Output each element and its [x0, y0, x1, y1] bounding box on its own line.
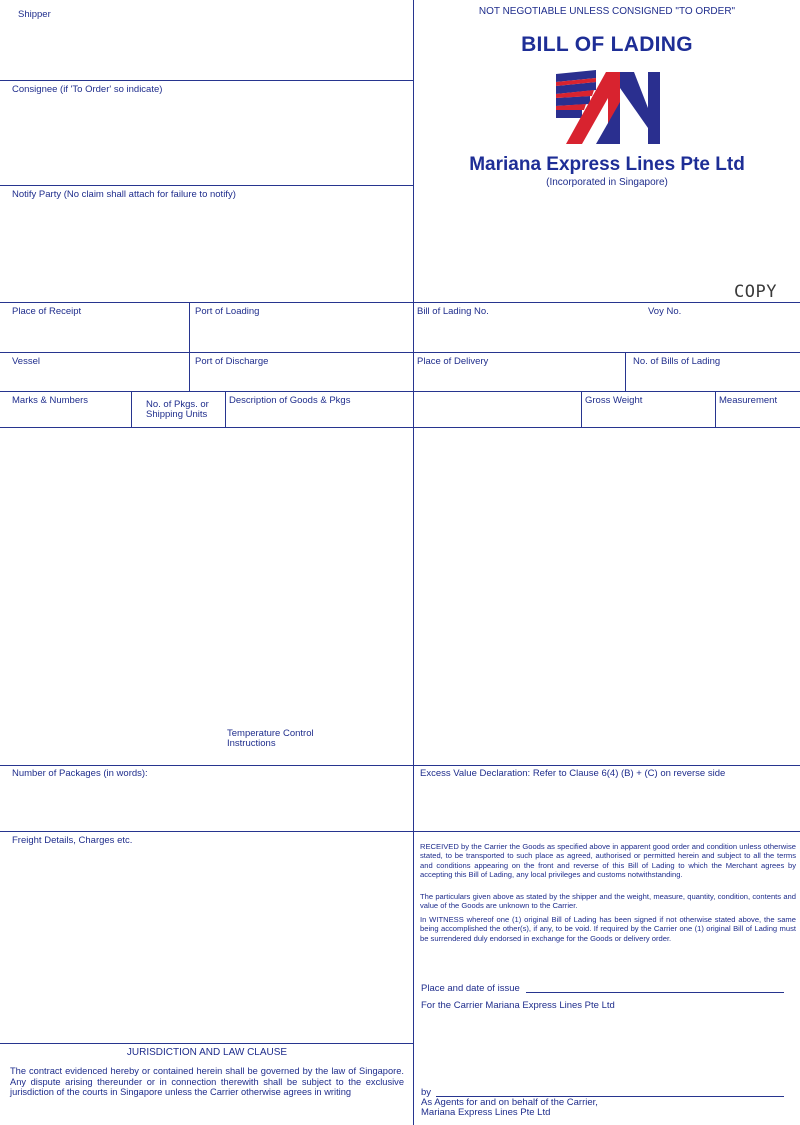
- freight-details-label: Freight Details, Charges etc.: [12, 835, 133, 846]
- agents-label-line1: As Agents for and on behalf of the Carrier,: [421, 1097, 598, 1108]
- jurisdiction-title: JURISDICTION AND LAW CLAUSE: [126, 1047, 288, 1058]
- incorporation-note: (Incorporated in Singapore): [546, 177, 668, 188]
- port-of-discharge-label: Port of Discharge: [195, 356, 269, 367]
- cargo-col-4: [715, 391, 716, 427]
- temperature-label-line2: Instructions: [227, 738, 276, 749]
- vessel-label: Vessel: [12, 356, 40, 367]
- temperature-label-line1: Temperature Control: [227, 728, 314, 739]
- excess-value-label: Excess Value Declaration: Refer to Clause 6(4) (B) + (C) on reverse side: [420, 768, 726, 779]
- document-title: BILL OF LADING: [521, 33, 693, 56]
- routing-mid-line: [0, 352, 800, 353]
- terms-received: RECEIVED by the Carrier the Goods as specified above in apparent good order and condition unless otherwise stated, to be transported to such place as agreed, authorised or permitted herein and subject to all the terms and conditions appearing on the front and reverse of this Bill of Lading to which the Merchant agrees by accepting this Bill of Lading, any local privileges and customs notwithstanding.: [420, 842, 796, 880]
- cargo-header-top-line: [0, 391, 800, 392]
- routing-top-line: [0, 302, 800, 303]
- center-divider-bottom: [413, 765, 414, 1125]
- cargo-header-bottom-line: [0, 427, 800, 428]
- by-label: by: [421, 1087, 432, 1098]
- jurisdiction-text: The contract evidenced hereby or contained herein shall be governed by the law of Singapore. Any dispute arising thereunder or in connection therewith shall be subject to the exclusive jurisdiction of the courts in Singapore unless the Carrier otherwise agrees in writing: [10, 1066, 404, 1098]
- freight-top-line: [0, 831, 800, 832]
- for-carrier-label: For the Carrier Mariana Express Lines Pte Ltd: [421, 1000, 615, 1011]
- port-of-loading-label: Port of Loading: [195, 306, 260, 317]
- negotiable-banner: NOT NEGOTIABLE UNLESS CONSIGNED "TO ORDER": [478, 6, 736, 17]
- jurisdiction-top-line: [0, 1043, 413, 1044]
- cargo-col-3: [581, 391, 582, 427]
- number-of-packages-label: Number of Packages (in words):: [12, 768, 148, 779]
- description-label: Description of Goods & Pkgs: [229, 395, 351, 406]
- terms-witness: In WITNESS whereof one (1) original Bill of Lading has been signed if not otherwise stated above, the same being accomplished the other(s), if any, to be void. If required by the Carrier one (1) original Bill of Lading must be surrendered duly endorsed in exchange for the Goods or delivery order.: [420, 915, 796, 943]
- cargo-col-1: [131, 391, 132, 427]
- cargo-col-2: [225, 391, 226, 427]
- pkgs-label-line2: Shipping Units: [146, 409, 208, 420]
- agents-label-line2: Mariana Express Lines Pte Ltd: [421, 1107, 551, 1118]
- place-of-receipt-label: Place of Receipt: [12, 306, 82, 317]
- shipper-label: Shipper: [18, 9, 51, 20]
- notify-party-label: Notify Party (No claim shall attach for failure to notify): [12, 189, 236, 200]
- gross-weight-label: Gross Weight: [585, 395, 643, 406]
- routing-col-3: [625, 352, 626, 391]
- shipper-bottom-line: [0, 80, 413, 81]
- bill-of-lading-no-label: Bill of Lading No.: [417, 306, 489, 317]
- consignee-bottom-line: [0, 185, 413, 186]
- copy-stamp: COPY: [734, 282, 777, 302]
- center-divider-top: [413, 0, 414, 765]
- measurement-label: Measurement: [719, 395, 778, 406]
- no-of-bills-label: No. of Bills of Lading: [633, 356, 721, 367]
- pkgs-label-line1: No. of Pkgs. or: [146, 399, 209, 410]
- packages-top-line: [0, 765, 800, 766]
- consignee-label: Consignee (if 'To Order' so indicate): [12, 84, 163, 95]
- company-logo: [556, 68, 660, 146]
- place-of-delivery-label: Place of Delivery: [417, 356, 489, 367]
- marks-numbers-label: Marks & Numbers: [12, 395, 89, 406]
- voy-no-label: Voy No.: [648, 306, 682, 317]
- routing-col-1: [189, 302, 190, 391]
- terms-particulars: The particulars given above as stated by the shipper and the weight, measure, quantity, condition, contents and value of the Goods are unknown to the Carrier.: [420, 892, 796, 911]
- company-name: Mariana Express Lines Pte Ltd: [469, 154, 745, 175]
- place-date-issue-label: Place and date of issue: [421, 983, 520, 994]
- place-date-issue-line: [526, 992, 784, 993]
